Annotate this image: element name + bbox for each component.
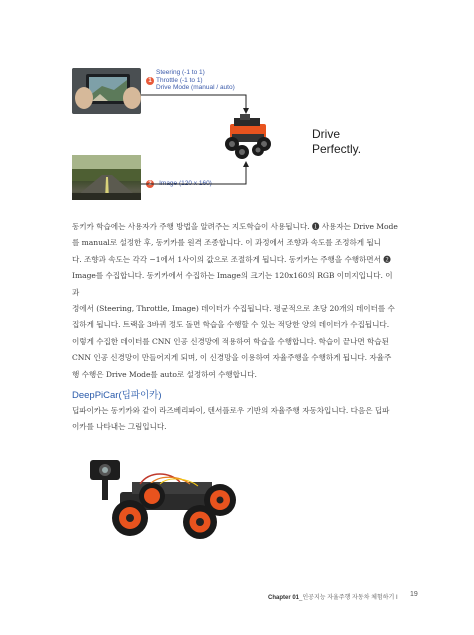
deeppicar-image	[80, 452, 248, 544]
para2-line: 딥파이카는 동키카와 같이 라즈베리파이, 텐서플로우 기반의 자율주행 자동차입니다. 다음은 딥파	[72, 406, 390, 415]
para1-line: 다. 조향과 속도는 각각 −1에서 1사이의 값으로 조절하게 됩니다. 동키카는 주행을 수행하면서 ❷	[72, 254, 391, 264]
drive-perfectly-tagline	[312, 127, 361, 157]
input-steering: Steering (-1 to 1)	[156, 69, 205, 76]
para2-line: 이카를 나타내는 그림입니다.	[72, 422, 167, 432]
footer-chapter: Chapter 01	[268, 595, 300, 601]
para1-line: 이렇게 수집한 데이터를 CNN 인공 신경망에 적용하여 학습을 수행합니다. 학습이 끝나면 학습된	[72, 336, 389, 346]
tagline-line-1: Drive	[312, 127, 341, 141]
para1-line: 정에서 (Steering, Throttle, Image) 데이터가 수집됩니다. 평균적으로 초당 20개의 데이터를 수	[72, 304, 395, 314]
step-badge-1: 1	[146, 77, 154, 85]
section-heading: DeepPiCar(딥파이카)	[72, 390, 162, 401]
input-image: Image (120 x 160)	[159, 179, 212, 187]
para1-line: 행 수행은 Drive Mode를 auto로 설정하여 수행합니다.	[72, 369, 257, 379]
para1-line: CNN 인공 신경망이 만들어지게 되며, 이 신경망을 이용하여 자율주행을 수행하게 됩니다. 자율주	[72, 353, 392, 363]
donkey-car-image	[222, 114, 274, 162]
para1-line: Image를 수집합니다. 동키카에서 수집하는 Image의 크기는 120x160의 RGB 이미지입니다. 이 과	[72, 271, 393, 297]
footer-title: _인공지능 자율주행 자동차 체험하기 I	[299, 595, 398, 601]
input-throttle: Throttle (-1 to 1)	[156, 76, 203, 84]
arrow-top	[141, 95, 246, 113]
step-badge-2: 2	[146, 180, 154, 188]
para1-line: 를 manual로 설정한 후, 동키카를 원격 조종합니다. 이 과정에서 조향과 속도를 조정하게 됩니	[72, 238, 381, 248]
road-camera-photo	[72, 155, 141, 200]
input-drive-mode: Drive Mode (manual / auto)	[156, 84, 235, 91]
page-number: 19	[410, 591, 418, 598]
para1-line: 집하게 됩니다. 트랙을 3바퀴 정도 돌면 학습을 수행할 수 있는 적당한 양의 데이터가 수집됩니다.	[72, 320, 390, 330]
page-footer	[268, 592, 398, 601]
para1-line: 동키카 학습에는 사용자가 주행 방법을 알려주는 지도학습이 사용됩니다. ❶ 사용자는 Drive Mode	[72, 222, 398, 231]
arrow-bottom	[141, 162, 246, 184]
body-paragraph-2	[72, 403, 402, 436]
body-paragraph-1	[72, 219, 402, 383]
tagline-line-2: Perfectly.	[312, 142, 362, 156]
